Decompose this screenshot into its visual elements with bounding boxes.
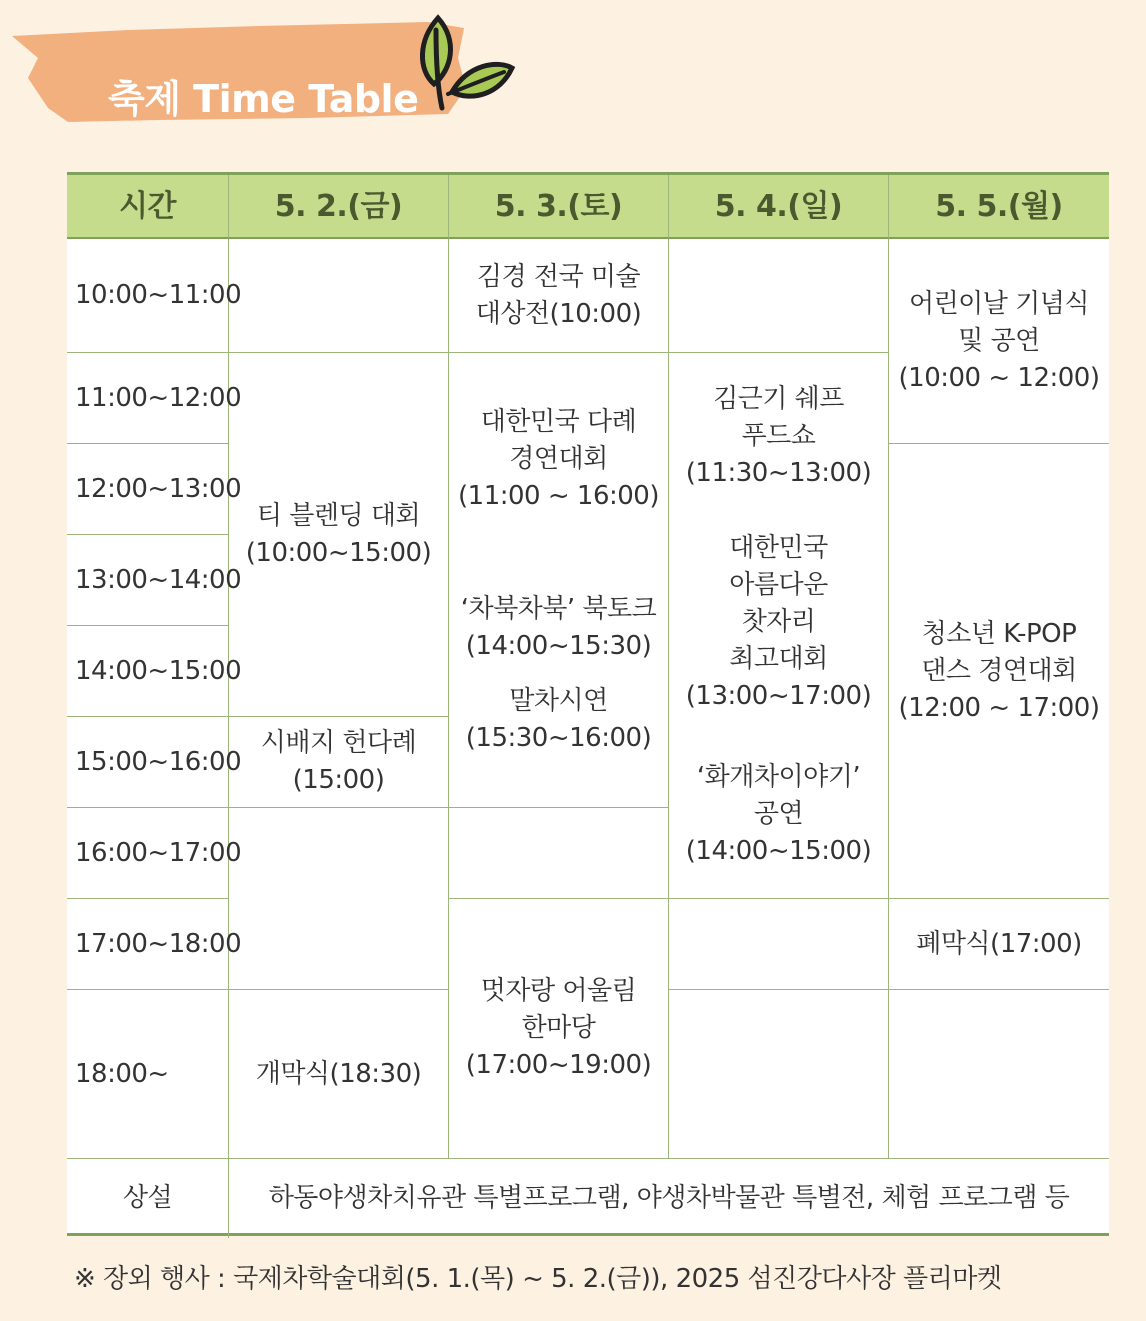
event-sibaeji-ceremony bbox=[229, 717, 449, 808]
footnote: ※ 장외 행사 : 국제차학술대회(5. 1.(목) ~ 5. 2.(금)), 2025 섬진강다사장 플리마켓 bbox=[74, 1264, 1002, 1294]
event-line: 청소년 K-POP bbox=[921, 618, 1077, 649]
leaf-icon bbox=[408, 10, 520, 114]
event-line: (15:00) bbox=[292, 765, 385, 795]
event-line: ‘화개차이야기’ bbox=[696, 762, 861, 792]
event-art-exhibition bbox=[449, 239, 669, 353]
event-line: 경연대회 bbox=[509, 443, 608, 474]
event-tea-blending bbox=[229, 353, 449, 717]
time-slot: 15:00~16:00 bbox=[67, 717, 229, 808]
header-may3: 5. 3.(토) bbox=[449, 175, 669, 239]
event-line: 한마당 bbox=[521, 1013, 596, 1043]
header-may5: 5. 5.(월) bbox=[889, 175, 1109, 239]
event-childrens-day bbox=[889, 239, 1109, 444]
event-line: 티 블렌딩 대회 bbox=[256, 500, 421, 531]
event-line: ‘차북차북’ 북토크 bbox=[460, 593, 657, 624]
event-line: (10:00~15:00) bbox=[245, 537, 432, 568]
event-line: (14:00~15:00) bbox=[685, 836, 872, 866]
event-line: (14:00~15:30) bbox=[465, 630, 652, 661]
event-line: (11:00 ~ 16:00) bbox=[458, 480, 659, 511]
event-line: 시배지 헌다례 bbox=[260, 728, 417, 758]
empty-cell bbox=[889, 990, 1109, 1159]
event-line: 김근기 쉐프 bbox=[713, 384, 844, 414]
event-line: 공연 bbox=[753, 799, 804, 829]
event-line: 아름다운 bbox=[729, 570, 828, 600]
header-time: 시간 bbox=[67, 175, 229, 239]
event-line: (11:30~13:00) bbox=[685, 458, 872, 488]
permanent-programs: 하동야생차치유관 특별프로그램, 야생차박물관 특별전, 체험 프로그램 등 bbox=[268, 1183, 1070, 1213]
time-slot: 12:00~13:00 bbox=[67, 444, 229, 535]
permanent-label: 상설 bbox=[67, 1159, 229, 1238]
event-line: (13:00~17:00) bbox=[685, 681, 872, 711]
event-opening-ceremony: 개막식(18:30) bbox=[229, 990, 449, 1159]
event-line: 대한민국 bbox=[729, 533, 828, 563]
event-closing-ceremony: 폐막식(17:00) bbox=[889, 899, 1109, 990]
empty-cell bbox=[229, 239, 449, 353]
title-banner bbox=[8, 18, 468, 122]
event-line: 김경 전국 미술 bbox=[476, 261, 641, 292]
event-line: (15:30~16:00) bbox=[465, 722, 652, 753]
empty-cell bbox=[669, 990, 889, 1159]
event-kpop-dance bbox=[889, 444, 1109, 899]
event-line: 및 공연 bbox=[958, 325, 1040, 356]
timetable bbox=[67, 172, 1109, 1236]
page-title: 축제 Time Table bbox=[108, 77, 419, 121]
event-line: 대상전(10:00) bbox=[475, 298, 642, 329]
time-slot: 14:00~15:00 bbox=[67, 626, 229, 717]
time-slot: 18:00~ bbox=[67, 990, 229, 1159]
empty-cell bbox=[669, 899, 889, 990]
event-line: 댄스 경연대회 bbox=[921, 655, 1077, 686]
time-slot: 17:00~18:00 bbox=[67, 899, 229, 990]
event-line: 어린이날 기념식 bbox=[908, 288, 1090, 319]
header-may2: 5. 2.(금) bbox=[229, 175, 449, 239]
event-line: 최고대회 bbox=[729, 644, 828, 674]
empty-cell bbox=[669, 239, 889, 353]
time-slot: 10:00~11:00 bbox=[67, 239, 229, 353]
event-chef-food-show bbox=[669, 353, 889, 899]
empty-cell bbox=[449, 808, 669, 899]
empty-cell bbox=[229, 808, 449, 990]
event-harmony-festival bbox=[449, 899, 669, 1159]
time-slot: 11:00~12:00 bbox=[67, 353, 229, 444]
event-line: (17:00~19:00) bbox=[465, 1050, 652, 1080]
event-darye-contest bbox=[449, 353, 669, 808]
header-may4: 5. 4.(일) bbox=[669, 175, 889, 239]
event-line: 푸드쇼 bbox=[741, 421, 816, 451]
event-line: 대한민국 다례 bbox=[480, 406, 637, 437]
event-line: (10:00 ~ 12:00) bbox=[898, 362, 1100, 393]
time-slot: 16:00~17:00 bbox=[67, 808, 229, 899]
event-line: 찻자리 bbox=[741, 607, 816, 637]
event-line: (12:00 ~ 17:00) bbox=[898, 692, 1100, 723]
event-line: 말차시연 bbox=[509, 685, 608, 716]
time-slot: 13:00~14:00 bbox=[67, 535, 229, 626]
event-line: 멋자랑 어울림 bbox=[480, 976, 637, 1006]
